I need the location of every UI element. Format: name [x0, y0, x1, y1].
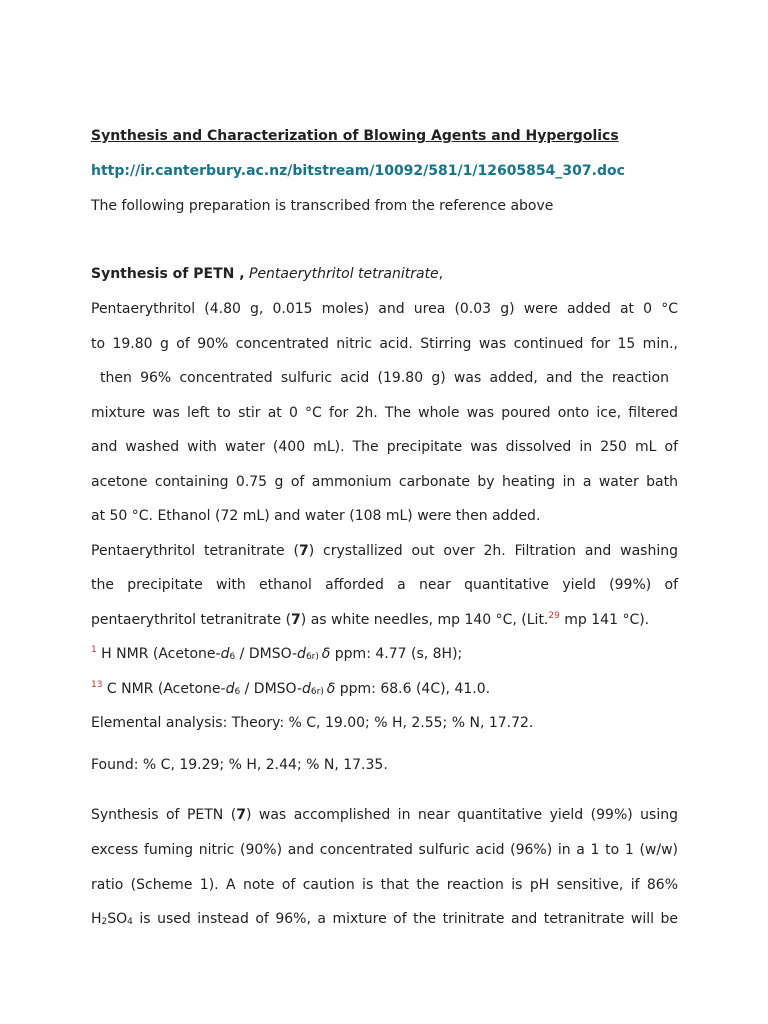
delta-symbol: δ	[321, 646, 331, 662]
procedure-line: to 19.80 g of 90% concentrated nitric acid. Stirring was continued for 15 min.,	[91, 336, 678, 352]
document-title: Synthesis and Characterization of Blowing Agents and Hypergolics	[91, 128, 619, 144]
heading-bold: Synthesis of PETN ,	[91, 266, 245, 282]
subscript: 2	[101, 917, 108, 927]
text-run: d	[302, 681, 311, 697]
found-values: Found: % C, 19.29; % H, 2.44; % N, 17.35.	[91, 757, 388, 773]
compound-number: 7	[236, 807, 246, 823]
text-run: ppm: 68.6 (4C), 41.0.	[335, 681, 491, 697]
text-run: is used instead of 96%, a mixture of the trinitrate and tetranitrate will be	[132, 911, 678, 927]
source-link[interactable]: http://ir.canterbury.ac.nz/bitstream/10092/581/1/12605854_307.doc	[91, 163, 625, 179]
text-run: ) was accomplished in near quantitative yield (99%) using	[245, 807, 678, 823]
c-nmr-line	[91, 680, 678, 698]
crystallized-line: the precipitate with ethanol afforded a near quantitative yield (99%) of	[91, 577, 678, 593]
discussion-line: excess fuming nitric (90%) and concentrated sulfuric acid (96%) in a 1 to 1 (w/w)	[91, 842, 678, 858]
procedure-line: Pentaerythritol (4.80 g, 0.015 moles) and urea (0.03 g) were added at 0 °C	[91, 301, 678, 317]
text-run: / DMSO-	[240, 681, 303, 697]
text-run: ) crystallized out over 2h. Filtration and washing	[308, 543, 678, 559]
text-run: H NMR (Acetone-	[96, 646, 221, 662]
heading-tail: ,	[438, 266, 444, 282]
compound-number: 7	[298, 543, 309, 559]
discussion-line: ratio (Scheme 1). A note of caution is that the reaction is pH sensitive, if 86%	[91, 877, 678, 893]
isotope-superscript: 1	[91, 645, 97, 655]
h-nmr-line	[91, 645, 678, 663]
isotope-superscript: 13	[91, 680, 103, 690]
heading-italic: Pentaerythritol tetranitrate	[249, 266, 439, 282]
text-run: ) as white needles, mp 140 °C, (Lit.	[300, 612, 549, 628]
text-run: mp 141 °C).	[559, 612, 650, 628]
section-heading	[91, 265, 678, 283]
procedure-line: at 50 °C. Ethanol (72 mL) and water (108 mL) were then added.	[91, 508, 541, 524]
subscript: 6	[234, 687, 241, 697]
text-run: Pentaerythritol tetranitrate (	[91, 543, 299, 559]
compound-number: 7	[291, 612, 301, 628]
subscript: 6	[229, 652, 236, 662]
text-run: C NMR (Acetone-	[102, 681, 226, 697]
procedure-line: and washed with water (400 mL). The precipitate was dissolved in 250 mL of	[91, 439, 678, 455]
subscript: r)	[311, 652, 322, 662]
procedure-line: acetone containing 0.75 g of ammonium carbonate by heating in a water bath	[91, 474, 678, 490]
delta-symbol: δ	[326, 681, 336, 697]
intro-text: The following preparation is transcribed from the reference above	[91, 198, 554, 214]
crystallized-line	[91, 611, 678, 629]
text-run: H	[91, 911, 102, 927]
text-run: d	[297, 646, 306, 662]
crystallized-line	[91, 542, 678, 560]
procedure-line: mixture was left to stir at 0 °C for 2h. The whole was poured onto ice, filtered	[91, 405, 678, 421]
subscript: 4	[127, 917, 133, 927]
text-run: pentaerythritol tetranitrate (	[91, 612, 292, 628]
subscript: 6	[305, 652, 312, 662]
procedure-line: then 96% concentrated sulfuric acid (19.80 g) was added, and the reaction	[100, 370, 669, 386]
text-run: ppm: 4.77 (s, 8H);	[330, 646, 463, 662]
text-run: SO	[107, 911, 128, 927]
subscript: r)	[316, 687, 327, 697]
discussion-line	[91, 910, 678, 928]
text-run: d	[220, 646, 230, 662]
text-run: / DMSO-	[235, 646, 298, 662]
reference-superscript: 29	[548, 611, 560, 621]
discussion-line	[91, 806, 678, 824]
text-run: d	[225, 681, 235, 697]
subscript: 6	[310, 687, 317, 697]
elemental-analysis: Elemental analysis: Theory: % C, 19.00; % H, 2.55; % N, 17.72.	[91, 715, 534, 731]
text-run: Synthesis of PETN (	[91, 807, 237, 823]
